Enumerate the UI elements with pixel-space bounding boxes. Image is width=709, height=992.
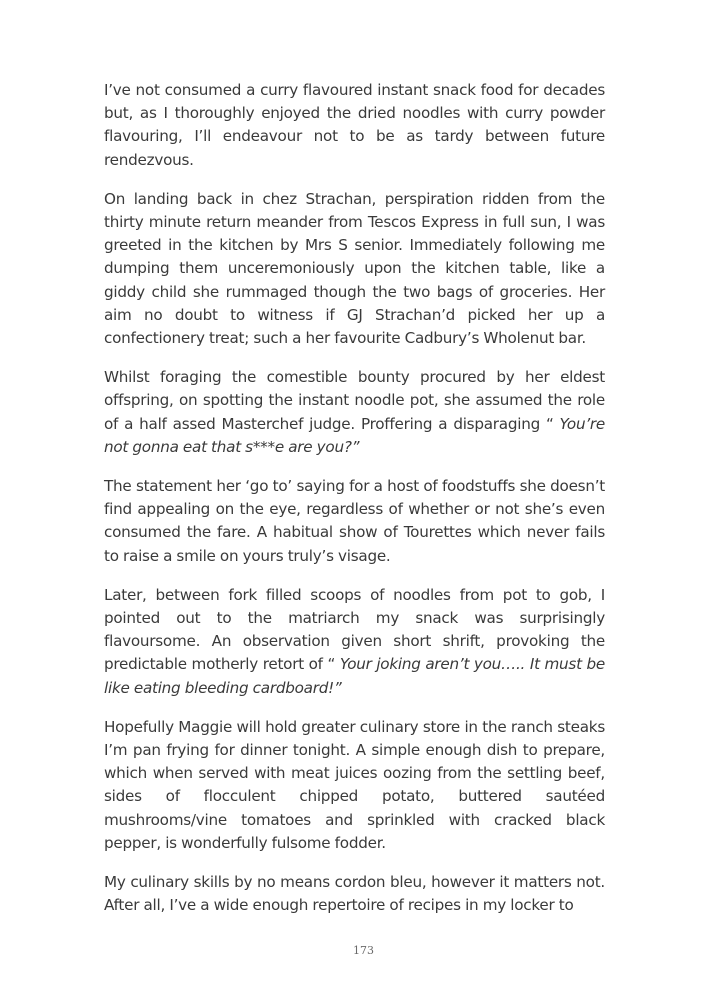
paragraph-4-text: The statement her ‘go to’ saying for a host of foodstuffs she doesn’t find appealing on the eye, regardless of whether or not she’s even consumed the fare. A habitual show of Tourettes which never fails to raise a smile on yours truly’s visage. [104, 477, 605, 565]
paragraph-1 [104, 79, 605, 172]
paragraph-5-text: Later, between fork filled scoops of noodles from pot to gob, I pointed out to the matriarch my snack was surprisingly flavoursome. An observation given short shrift, provoking the predictable motherly retort of “ [104, 585, 605, 674]
paragraph-6 [104, 716, 605, 855]
paragraph-5-quote: Your joking aren’t you….. It must be like eating bleeding cardboard!” [104, 655, 605, 697]
page-number: 173 [353, 944, 374, 957]
paragraph-7 [104, 871, 605, 917]
body-text [104, 79, 605, 934]
paragraph-3-quote: You’re not gonna eat that s***e are you?” [104, 414, 605, 456]
paragraph-3-text: Whilst foraging the comestible bounty procured by her eldest offspring, on spotting the instant noodle pot, she assumed the role of a half assed Masterchef judge. Proffering a disparaging “ [104, 368, 605, 433]
paragraph-6-text: Hopefully Maggie will hold greater culinary store in the ranch steaks I’m pan frying for dinner tonight. A simple enough dish to prepare, which when served with meat juices oozing from the settling beef, sides of flocculent chipped potato, buttered sautéed mushrooms/vine tomatoes and sprinkled with cracked black pepper, is wonderfully fulsome fodder. [104, 717, 605, 852]
paragraph-2-text: On landing back in chez Strachan, perspiration ridden from the thirty minute return meander from Tescos Express in full sun, I was greeted in the kitchen by Mrs S senior. Immediately following me dumping them unceremoniously upon the kitchen table, like a giddy child she rummaged though the two bags of groceries. Her aim no doubt to witness if GJ Strachan’d picked her up a confectionery treat; such a her favourite Cadbury’s Wholenut bar. [104, 189, 605, 348]
paragraph-3 [104, 366, 605, 459]
paragraph-4 [104, 475, 605, 568]
paragraph-2 [104, 188, 605, 350]
paragraph-1-text: I’ve not consumed a curry flavoured instant snack food for decades but, as I thoroughly enjoyed the dried noodles with curry powder flavouring, I’ll endeavour not to be as tardy between future rendezvous. [104, 81, 605, 169]
paragraph-5 [104, 584, 605, 700]
paragraph-7-text: My culinary skills by no means cordon bleu, however it matters not. After all, I’ve a wide enough repertoire of recipes in my locker to [104, 873, 605, 915]
